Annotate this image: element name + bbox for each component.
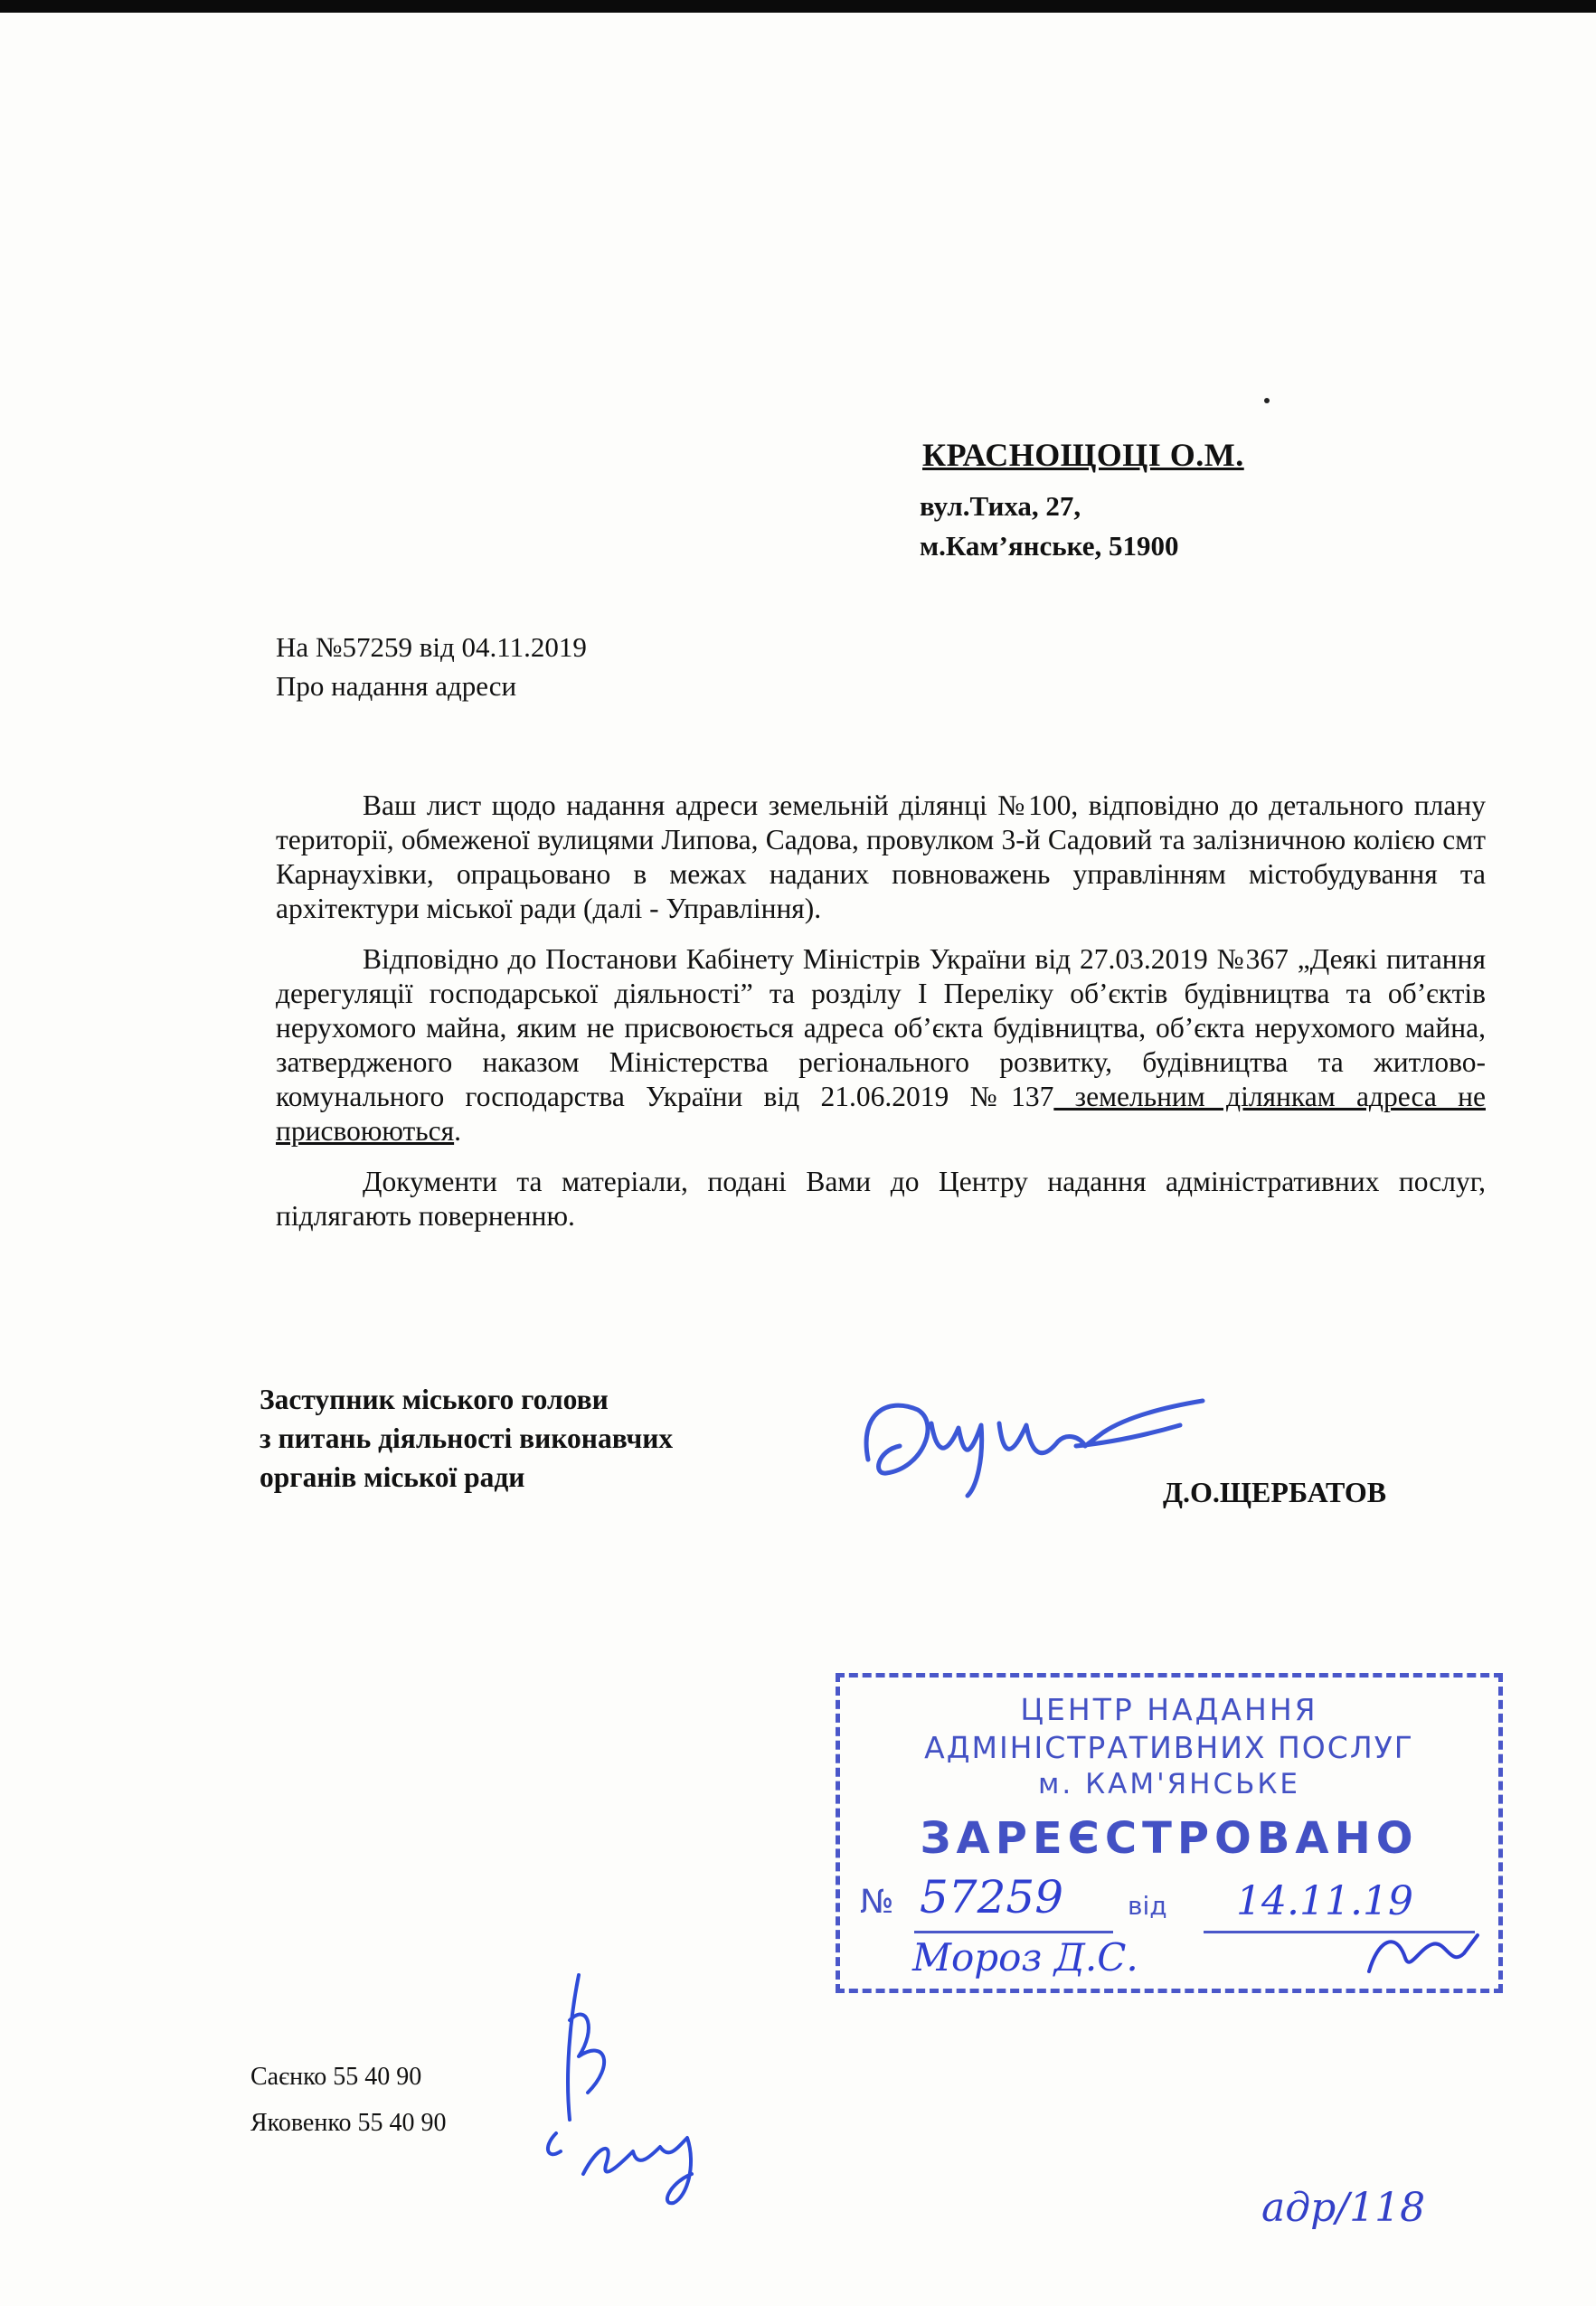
paragraph-2 bbox=[276, 942, 1486, 1148]
paragraph-2-underlined: земельним ділянкам адреса не присвоюються bbox=[276, 1081, 1486, 1147]
stamp-registrar-signature bbox=[1360, 1922, 1487, 1985]
stamp-line-1: ЦЕНТР НАДАННЯ bbox=[1020, 1692, 1318, 1727]
addressee-name: КРАСНОЩОЦІ О.М. bbox=[922, 437, 1244, 473]
stamp-registrar: Мороз Д.С. bbox=[912, 1935, 1138, 1980]
signature-main bbox=[832, 1360, 1212, 1505]
paragraph-1: Ваш лист щодо надання адреси земельній ділянці №100, відповідно до детального плану території, обмеженої вулицями Липова, Садова, провулком 3-й Садовий та залізничною колією смт Карнаухівки, опрацьовано в межах наданих повноважень управлінням містобудування та архітектури міської ради (далі - Управління). bbox=[276, 789, 1486, 924]
reference-subject: Про надання адреси bbox=[276, 670, 517, 702]
scan-top-edge bbox=[0, 0, 1596, 13]
registration-stamp bbox=[836, 1673, 1503, 1993]
signer-title bbox=[260, 1380, 673, 1497]
paragraph-3: Документи та матеріали, подані Вами до Центру надання адміністративних послуг, підлягають поверненню. bbox=[276, 1166, 1486, 1232]
stamp-date-label: від bbox=[1128, 1891, 1167, 1921]
letter-body bbox=[276, 789, 1486, 1250]
addressee-city: м.Кам’янське, 51900 bbox=[920, 530, 1179, 562]
stamp-line-2: АДМІНІСТРАТИВНИХ ПОСЛУГ bbox=[924, 1730, 1414, 1765]
stamp-number-value: 57259 bbox=[920, 1871, 1064, 1923]
ink-dot bbox=[1264, 398, 1270, 403]
signer-title-line-2: з питань діяльності виконавчих bbox=[260, 1422, 674, 1454]
stamp-registered: ЗАРЕЄСТРОВАНО bbox=[920, 1813, 1419, 1864]
contact-2: Яковенко 55 40 90 bbox=[250, 2109, 447, 2137]
signer-name: Д.О.ЩЕРБАТОВ bbox=[1163, 1476, 1387, 1508]
addressee-street: вул.Тиха, 27, bbox=[920, 490, 1081, 522]
reference-block bbox=[276, 628, 587, 705]
letter-page bbox=[0, 13, 1596, 2306]
handwritten-note: адр/118 bbox=[1261, 2185, 1426, 2231]
paragraph-2-end: . bbox=[454, 1115, 461, 1147]
stamp-line-3: м. КАМ'ЯНСЬКЕ bbox=[1038, 1768, 1300, 1800]
signer-title-line-1: Заступник міського голови bbox=[260, 1384, 609, 1415]
addressee-block bbox=[920, 436, 1244, 566]
contact-1: Саєнко 55 40 90 bbox=[250, 2063, 422, 2091]
stamp-date-value: 14.11.19 bbox=[1236, 1878, 1413, 1924]
contacts-block bbox=[250, 2054, 447, 2146]
paragraph-2-text: Відповідно до Постанови Кабінету Міністрів України від 27.03.2019 №367 „Деякі питання дерегуляції господарської діяльності” та розділу І Переліку об’єктів будівництва та об’єктів нерухомого майна, яким не присвоюється адреса об’єкта будівництва, об’єкта нерухомого майна, затвердженого наказом Міністерства регіонального розвитку, будівництва та житлово-комунального господарства України від 21.06.2019 №137 bbox=[276, 943, 1486, 1112]
signature-approval bbox=[515, 1966, 732, 2210]
stamp-number-label: № bbox=[860, 1884, 894, 1921]
signer-title-line-3: органів міської ради bbox=[260, 1461, 525, 1493]
stamp-number-underline bbox=[914, 1931, 1113, 1933]
reference-number: На №57259 від 04.11.2019 bbox=[276, 631, 587, 663]
